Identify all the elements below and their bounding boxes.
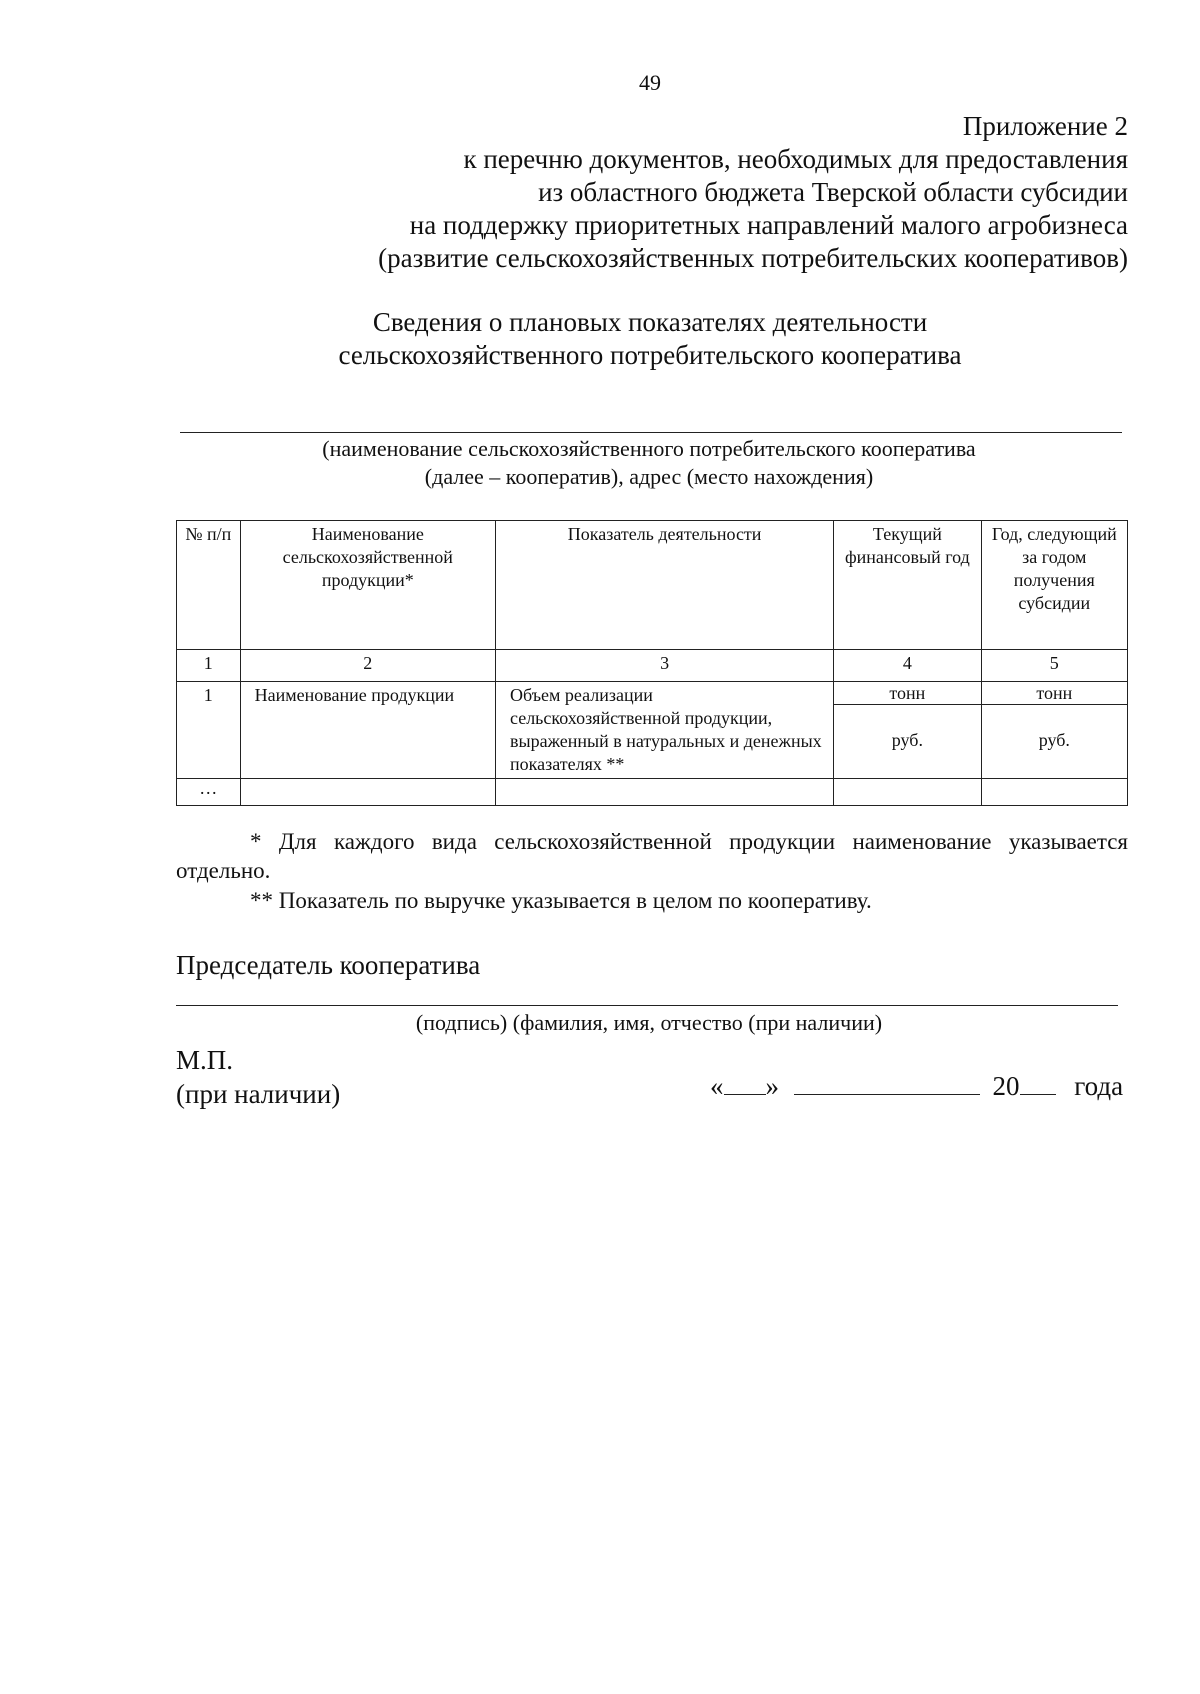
footnote-1: * Для каждого вида сельскохозяйственной продукции наименование указывается отдельно. <box>176 829 1128 883</box>
appendix-header <box>378 110 1128 275</box>
row-current-year <box>834 682 981 779</box>
appendix-title: Приложение 2 <box>962 111 1128 141</box>
current-year-unit-tonnes: тонн <box>834 682 980 705</box>
table-row-ellipsis <box>177 779 1128 806</box>
caption-line-1: (наименование сельскохозяйственного потребительского кооператива <box>322 436 976 461</box>
title-line-2: сельскохозяйственного потребительского кооператива <box>338 340 962 370</box>
year-suffix: года <box>1074 1071 1124 1101</box>
appendix-line: из областного бюджета Тверской области субсидии <box>538 177 1128 207</box>
header-current-year: Текущий финансовый год <box>834 521 981 650</box>
table-row <box>177 682 1128 779</box>
page-number: 49 <box>639 70 661 95</box>
appendix-line: к перечню документов, необходимых для предоставления <box>463 144 1128 174</box>
header-number: № п/п <box>177 521 241 650</box>
empty-cell <box>496 779 834 806</box>
row-number: 1 <box>177 682 241 779</box>
date-line <box>710 1070 1123 1102</box>
stamp-label: М.П. <box>176 1045 234 1075</box>
signature-line <box>176 1005 1118 1006</box>
signature-caption: (подпись) (фамилия, имя, отчество (при наличии) <box>415 1010 883 1035</box>
row-indicator: Объем реализации сельскохозяйственной продукции, выраженный в натуральных и денежных показателях ** <box>496 682 834 779</box>
stamp-block <box>176 1043 340 1111</box>
header-next-year: Год, следующий за годом получения субсидии <box>981 521 1127 650</box>
date-open-quote: « <box>710 1071 724 1101</box>
ellipsis-cell: … <box>177 779 241 806</box>
column-number: 4 <box>834 650 981 682</box>
next-year-unit-rubles: руб. <box>1038 730 1070 750</box>
stamp-note: (при наличии) <box>176 1079 341 1109</box>
column-number: 2 <box>240 650 495 682</box>
column-number: 5 <box>981 650 1127 682</box>
column-numbers-row <box>177 650 1128 682</box>
empty-cell <box>981 779 1127 806</box>
header-product: Наименование сельскохозяйственной продукции* <box>240 521 495 650</box>
row-next-year <box>981 682 1127 779</box>
table-header-row <box>177 521 1128 650</box>
day-blank <box>724 1070 766 1095</box>
current-year-unit-rubles: руб. <box>891 730 923 750</box>
cooperative-caption <box>176 435 1122 491</box>
row-product: Наименование продукции <box>240 682 495 779</box>
year-prefix: 20 <box>992 1071 1020 1101</box>
cooperative-name-line <box>180 432 1122 433</box>
document-title <box>0 306 1200 372</box>
appendix-line: на поддержку приоритетных направлений малого агробизнеса <box>409 210 1128 240</box>
next-year-unit-tonnes: тонн <box>982 682 1127 705</box>
chairman-label: Председатель кооператива <box>176 950 481 980</box>
date-close-quote: » <box>765 1071 779 1101</box>
column-number: 1 <box>177 650 241 682</box>
indicators-table <box>176 520 1128 806</box>
column-number: 3 <box>496 650 834 682</box>
caption-line-2: (далее – кооператив), адрес (место нахождения) <box>424 464 874 489</box>
footnote-2: ** Показатель по выручке указывается в целом по кооперативу. <box>250 888 872 913</box>
month-blank <box>794 1070 980 1095</box>
year-blank <box>1020 1070 1056 1095</box>
empty-cell <box>834 779 981 806</box>
appendix-line: (развитие сельскохозяйственных потребительских кооперативов) <box>378 243 1128 273</box>
empty-cell <box>240 779 495 806</box>
title-line-1: Сведения о плановых показателях деятельности <box>372 307 928 337</box>
header-indicator: Показатель деятельности <box>496 521 834 650</box>
